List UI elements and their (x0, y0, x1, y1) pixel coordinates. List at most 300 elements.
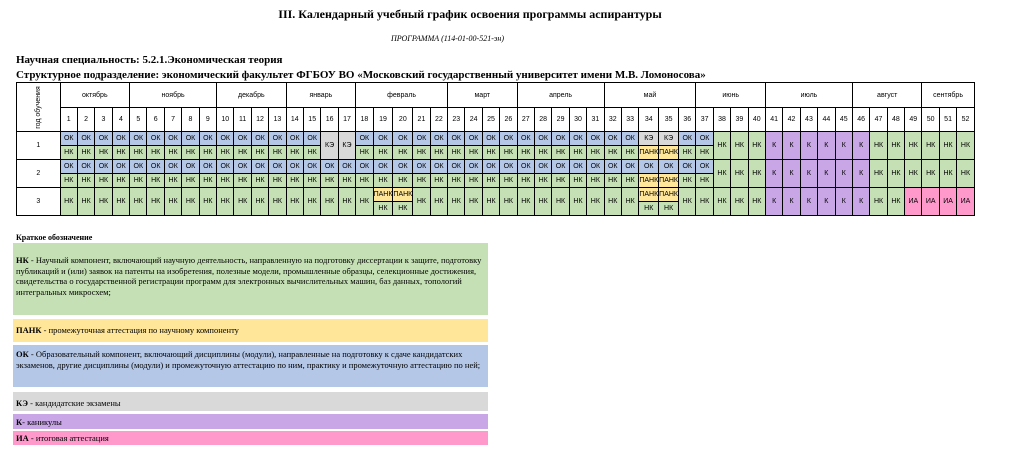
schedule-cell: НК (922, 132, 939, 160)
month-header: август (852, 83, 922, 108)
schedule-cell: ИА (905, 188, 922, 216)
schedule-cell-top: КЭ (639, 132, 659, 146)
schedule-cell-bottom: НК (413, 174, 430, 188)
legend-code: КЭ (16, 398, 29, 408)
schedule-cell-bottom: ПАНК (639, 174, 659, 188)
schedule-cell: НК (251, 188, 268, 216)
schedule-cell-bottom: НК (587, 146, 604, 160)
schedule-cell-top: ОК (321, 160, 338, 174)
schedule-cell-top: ОК (304, 132, 321, 146)
schedule-cell: НК (413, 188, 430, 216)
schedule-cell-top: ОК (77, 132, 94, 146)
schedule-cell-top: ОК (199, 132, 216, 146)
schedule-cell-bottom: НК (639, 202, 659, 216)
schedule-cell: НК (587, 188, 604, 216)
schedule-cell-top: ОК (251, 160, 268, 174)
schedule-cell: НК (887, 160, 904, 188)
schedule-cell-bottom: НК (217, 174, 234, 188)
schedule-cell-top: ОК (430, 132, 447, 146)
schedule-cell-bottom: НК (569, 146, 586, 160)
schedule-cell-bottom: НК (373, 146, 393, 160)
schedule-cell-top: ОК (604, 160, 621, 174)
month-header: ноябрь (130, 83, 217, 108)
schedule-cell-top: ПАНК (659, 188, 679, 202)
schedule-cell-bottom: НК (130, 146, 147, 160)
schedule-cell: НК (713, 132, 730, 160)
schedule-cell-bottom: НК (217, 146, 234, 160)
schedule-cell: НК (748, 132, 765, 160)
schedule-cell-top: ОК (234, 132, 251, 146)
month-header: октябрь (60, 83, 130, 108)
schedule-cell: К (765, 188, 782, 216)
schedule-cell: НК (465, 188, 482, 216)
schedule-cell: НК (269, 188, 286, 216)
schedule-cell-top: ОК (182, 160, 199, 174)
schedule-cell: НК (748, 188, 765, 216)
schedule-cell: НК (713, 188, 730, 216)
legend-code: ОК (16, 349, 29, 359)
week-number: 50 (922, 108, 939, 132)
schedule-cell: ИА (922, 188, 939, 216)
schedule-cell-top: ОК (448, 160, 465, 174)
week-number: 2 (77, 108, 94, 132)
schedule-cell-bottom: НК (356, 146, 373, 160)
schedule-cell-bottom: НК (269, 146, 286, 160)
week-number: 19 (373, 108, 393, 132)
schedule-cell-top: ОК (338, 160, 355, 174)
schedule-cell-top: ОК (217, 160, 234, 174)
schedule-cell-bottom: НК (77, 146, 94, 160)
week-number: 27 (517, 108, 534, 132)
week-number: 35 (659, 108, 679, 132)
schedule-cell-top: ОК (413, 132, 430, 146)
month-header: январь (286, 83, 356, 108)
schedule-cell-bottom: НК (621, 174, 638, 188)
schedule-cell-top: ОК (482, 132, 499, 146)
schedule-cell-top: ОК (199, 160, 216, 174)
schedule-cell-top: ОК (696, 160, 713, 174)
schedule-cell-bottom: НК (95, 146, 112, 160)
week-number: 38 (713, 108, 730, 132)
schedule-table (16, 82, 975, 216)
schedule-cell-top: ОК (552, 132, 569, 146)
schedule-cell-bottom: НК (448, 146, 465, 160)
schedule-cell-bottom: НК (77, 174, 94, 188)
week-number: 16 (321, 108, 338, 132)
schedule-cell-top: ОК (112, 132, 129, 146)
legend-sep: - (28, 433, 36, 443)
week-number: 40 (748, 108, 765, 132)
schedule-cell-top: ОК (604, 132, 621, 146)
schedule-cell: НК (164, 188, 181, 216)
schedule-cell-bottom: НК (147, 174, 164, 188)
schedule-cell-top: ОК (500, 132, 517, 146)
schedule-cell-bottom: ПАНК (639, 146, 659, 160)
schedule-cell-top: ОК (679, 132, 696, 146)
schedule-cell-bottom: НК (696, 146, 713, 160)
schedule-cell-top: ОК (95, 160, 112, 174)
schedule-cell-top: ОК (112, 160, 129, 174)
schedule-cell-top: ОК (95, 132, 112, 146)
week-number: 46 (852, 108, 869, 132)
schedule-cell: НК (939, 132, 956, 160)
week-number: 34 (639, 108, 659, 132)
schedule-cell-top: КЭ (659, 132, 679, 146)
schedule-cell-top: ОК (269, 132, 286, 146)
week-number: 3 (95, 108, 112, 132)
schedule-cell-bottom: НК (251, 146, 268, 160)
program-subtitle: ПРОГРАММА (114-01-00-521-эн) (390, 34, 505, 43)
legend-text: итоговая аттестация (35, 433, 109, 443)
schedule-cell: НК (448, 188, 465, 216)
legend-code: К (16, 417, 23, 427)
schedule-cell-bottom: НК (286, 174, 303, 188)
month-header: декабрь (217, 83, 287, 108)
schedule-cell-bottom: НК (286, 146, 303, 160)
schedule-cell: К (783, 188, 800, 216)
schedule-cell-bottom: НК (356, 174, 373, 188)
week-number: 39 (731, 108, 748, 132)
week-number: 6 (147, 108, 164, 132)
schedule-cell-bottom: НК (534, 146, 551, 160)
schedule-cell: НК (870, 160, 887, 188)
schedule-cell-bottom: НК (199, 174, 216, 188)
schedule-cell-top: ОК (413, 160, 430, 174)
week-number: 20 (393, 108, 413, 132)
schedule-cell-top: ОК (482, 160, 499, 174)
schedule-cell-bottom: НК (60, 174, 77, 188)
schedule-cell-top: ОК (356, 160, 373, 174)
schedule-cell: НК (60, 188, 77, 216)
legend-code: НК (16, 255, 29, 265)
schedule-cell-top: ОК (393, 132, 413, 146)
schedule-cell-top: ОК (60, 132, 77, 146)
schedule-cell-top: ОК (286, 132, 303, 146)
schedule-cell: НК (500, 188, 517, 216)
schedule-cell-bottom: НК (304, 146, 321, 160)
schedule-cell-bottom: НК (621, 146, 638, 160)
schedule-cell: К (818, 188, 835, 216)
schedule-cell-top: ПАНК (373, 188, 393, 202)
week-number: 15 (304, 108, 321, 132)
schedule-cell-top: ОК (587, 160, 604, 174)
schedule-cell-bottom: НК (534, 174, 551, 188)
week-number: 21 (413, 108, 430, 132)
schedule-cell-top: ОК (217, 132, 234, 146)
schedule-cell: НК (338, 188, 355, 216)
schedule-cell: К (835, 132, 852, 160)
schedule-cell: КЭ (338, 132, 355, 160)
month-header: июль (765, 83, 852, 108)
legend-item-ok (13, 345, 488, 387)
schedule-cell: НК (304, 188, 321, 216)
schedule-cell-top: ОК (304, 160, 321, 174)
schedule-cell: НК (748, 160, 765, 188)
week-number: 26 (500, 108, 517, 132)
schedule-cell-top: ОК (517, 160, 534, 174)
legend-item-ia (13, 431, 488, 445)
week-number: 42 (783, 108, 800, 132)
year-header (17, 83, 61, 132)
week-number: 23 (448, 108, 465, 132)
schedule-cell: НК (321, 188, 338, 216)
schedule-cell-top: ОК (465, 160, 482, 174)
week-number: 41 (765, 108, 782, 132)
schedule-cell-bottom: НК (60, 146, 77, 160)
week-number: 13 (269, 108, 286, 132)
schedule-cell-top: ОК (465, 132, 482, 146)
schedule-cell-bottom: НК (234, 146, 251, 160)
schedule-cell: НК (679, 188, 696, 216)
schedule-cell-bottom: НК (517, 146, 534, 160)
schedule-cell-bottom: ПАНК (659, 174, 679, 188)
schedule-cell-bottom: НК (95, 174, 112, 188)
schedule-cell-bottom: НК (321, 174, 338, 188)
schedule-cell: НК (199, 188, 216, 216)
schedule-cell-bottom: НК (234, 174, 251, 188)
schedule-cell: К (800, 160, 817, 188)
month-header: февраль (356, 83, 448, 108)
schedule-cell-top: ОК (621, 160, 638, 174)
schedule-cell-bottom: НК (465, 174, 482, 188)
week-number: 36 (679, 108, 696, 132)
schedule-cell: К (852, 132, 869, 160)
schedule-cell-bottom: НК (500, 174, 517, 188)
schedule-cell: НК (517, 188, 534, 216)
month-header: сентябрь (922, 83, 974, 108)
schedule-cell-bottom: НК (338, 174, 355, 188)
schedule-cell: НК (731, 188, 748, 216)
schedule-cell: НК (939, 160, 956, 188)
schedule-cell-bottom: НК (251, 174, 268, 188)
week-number: 51 (939, 108, 956, 132)
schedule-cell: НК (112, 188, 129, 216)
schedule-cell: НК (147, 188, 164, 216)
legend-title: Краткое обозначение (16, 233, 93, 242)
schedule-cell-top: ОК (182, 132, 199, 146)
month-header: июнь (696, 83, 766, 108)
legend-item-pank (13, 319, 488, 342)
schedule-cell: НК (77, 188, 94, 216)
schedule-cell: НК (217, 188, 234, 216)
schedule-cell: К (800, 188, 817, 216)
legend-code: ПАНК (16, 325, 42, 335)
schedule-cell: НК (621, 188, 638, 216)
month-header: май (604, 83, 696, 108)
schedule-cell-bottom: НК (587, 174, 604, 188)
schedule-cell-top: ОК (269, 160, 286, 174)
schedule-cell-top: ОК (234, 160, 251, 174)
schedule-cell-top: ОК (164, 160, 181, 174)
schedule-cell-bottom: НК (517, 174, 534, 188)
schedule-cell-top: ОК (147, 160, 164, 174)
schedule-cell-bottom: НК (696, 174, 713, 188)
schedule-cell-bottom: НК (112, 146, 129, 160)
schedule-cell: НК (922, 160, 939, 188)
week-number: 48 (887, 108, 904, 132)
schedule-cell: НК (604, 188, 621, 216)
schedule-cell-top: ОК (517, 132, 534, 146)
week-number: 30 (569, 108, 586, 132)
schedule-cell-top: ОК (569, 160, 586, 174)
schedule-cell: НК (713, 160, 730, 188)
schedule-cell-top: ОК (679, 160, 696, 174)
schedule-cell-bottom: НК (569, 174, 586, 188)
week-number: 29 (552, 108, 569, 132)
schedule-cell-bottom: НК (552, 146, 569, 160)
week-number: 9 (199, 108, 216, 132)
week-number: 45 (835, 108, 852, 132)
legend-text: кандидатские экзамены (35, 398, 121, 408)
schedule-cell: НК (356, 188, 373, 216)
schedule-cell-bottom: НК (373, 174, 393, 188)
schedule-cell: К (765, 160, 782, 188)
schedule-cell-top: ОК (393, 160, 413, 174)
legend-sep: - (28, 349, 36, 359)
schedule-cell: К (783, 160, 800, 188)
legend-sep: - (28, 398, 36, 408)
schedule-cell: НК (905, 132, 922, 160)
schedule-cell-bottom: НК (430, 174, 447, 188)
schedule-cell-bottom: НК (147, 146, 164, 160)
legend-item-ke (13, 392, 488, 411)
week-number: 11 (234, 108, 251, 132)
legend-text: Научный компонент, включающий научную деятельность, направленную на подготовку диссертации к защите, подготовку публикаций и (или) заявок на патенты на изобретения, полезные модели, промышленные образцы, селекционные достижения, свидетельства о государственной регистрации программ для электронных вычислительных машин, баз данных, топологий интегральных микросхем; (16, 255, 482, 297)
schedule-cell: НК (482, 188, 499, 216)
schedule-cell-top: ОК (587, 132, 604, 146)
legend-sep: - (28, 255, 36, 265)
month-header: апрель (517, 83, 604, 108)
schedule-cell-bottom: НК (430, 146, 447, 160)
schedule-cell-bottom: НК (269, 174, 286, 188)
year-header-label: год обучения (34, 85, 42, 129)
week-number: 22 (430, 108, 447, 132)
schedule-cell-bottom: НК (465, 146, 482, 160)
schedule-cell: К (852, 188, 869, 216)
schedule-cell-bottom: НК (112, 174, 129, 188)
schedule-cell: К (783, 132, 800, 160)
week-number: 18 (356, 108, 373, 132)
schedule-cell: НК (552, 188, 569, 216)
page-title: III. Календарный учебный график освоения программы аспирантуры (278, 7, 662, 21)
month-header: март (448, 83, 518, 108)
specialty-line: Научная специальность: 5.2.1.Экономическая теория (16, 54, 283, 66)
week-number: 32 (604, 108, 621, 132)
schedule-cell-top: ОК (534, 132, 551, 146)
legend-text: промежуточная аттестация по научному компоненту (48, 325, 239, 335)
week-number: 4 (112, 108, 129, 132)
schedule-cell-bottom: НК (393, 174, 413, 188)
week-number: 47 (870, 108, 887, 132)
schedule-cell: НК (887, 132, 904, 160)
schedule-cell-bottom: НК (182, 146, 199, 160)
schedule-cell-bottom: НК (164, 174, 181, 188)
schedule-cell: НК (731, 132, 748, 160)
schedule-cell-bottom: НК (679, 174, 696, 188)
schedule-cell-top: ОК (373, 132, 393, 146)
year-label: 1 (17, 132, 61, 160)
week-number: 8 (182, 108, 199, 132)
week-number: 1 (60, 108, 77, 132)
schedule-cell: К (835, 160, 852, 188)
schedule-cell-top: ОК (500, 160, 517, 174)
schedule-cell-top: ОК (356, 132, 373, 146)
schedule-cell-top: ОК (639, 160, 659, 174)
schedule-cell-bottom: НК (199, 146, 216, 160)
week-number: 43 (800, 108, 817, 132)
schedule-cell-top: ОК (373, 160, 393, 174)
schedule-cell: К (852, 160, 869, 188)
schedule-cell-top: ОК (251, 132, 268, 146)
schedule-cell-bottom: ПАНК (659, 146, 679, 160)
week-number: 12 (251, 108, 268, 132)
schedule-cell-bottom: НК (373, 202, 393, 216)
legend-sep: - (41, 325, 49, 335)
schedule-cell-top: ОК (147, 132, 164, 146)
schedule-cell: НК (234, 188, 251, 216)
week-number: 25 (482, 108, 499, 132)
legend-text: каникулы (27, 417, 62, 427)
schedule-cell-top: ОК (430, 160, 447, 174)
schedule-cell-bottom: НК (679, 146, 696, 160)
week-number: 5 (130, 108, 147, 132)
schedule-cell: НК (430, 188, 447, 216)
schedule-cell: К (818, 132, 835, 160)
schedule-cell: К (800, 132, 817, 160)
schedule-cell: НК (95, 188, 112, 216)
schedule-cell: НК (130, 188, 147, 216)
legend-item-k (13, 414, 488, 429)
schedule-cell-bottom: НК (482, 174, 499, 188)
schedule-cell-top: ОК (552, 160, 569, 174)
schedule-cell: НК (905, 160, 922, 188)
schedule-cell-bottom: НК (448, 174, 465, 188)
week-number: 24 (465, 108, 482, 132)
schedule-cell: КЭ (321, 132, 338, 160)
calendar-grid (16, 82, 975, 216)
schedule-cell: НК (957, 160, 974, 188)
schedule-cell-top: ОК (286, 160, 303, 174)
schedule-cell: НК (887, 188, 904, 216)
legend-text: Образовательный компонент, включающий дисциплины (модули), направленные на подготовку к сдаче кандидатских экзаменов, другие дисциплины (модули) и промежуточную аттестацию по ним, практику и промежуточную аттестацию по ней; (16, 349, 481, 370)
schedule-cell-bottom: НК (500, 146, 517, 160)
schedule-cell: НК (286, 188, 303, 216)
schedule-cell-bottom: НК (164, 146, 181, 160)
schedule-cell-top: ОК (130, 160, 147, 174)
department-line: Структурное подразделение: экономический факультет ФГБОУ ВО «Московский государственный университет имени М.В. Ломоносова» (16, 69, 706, 81)
schedule-cell-top: ОК (621, 132, 638, 146)
schedule-cell-top: ОК (659, 160, 679, 174)
year-label: 2 (17, 160, 61, 188)
schedule-cell-top: ОК (448, 132, 465, 146)
schedule-cell: ИА (957, 188, 974, 216)
schedule-cell-bottom: НК (604, 146, 621, 160)
week-number: 28 (534, 108, 551, 132)
schedule-cell: НК (182, 188, 199, 216)
schedule-cell: НК (696, 188, 713, 216)
week-number: 17 (338, 108, 355, 132)
schedule-cell-bottom: НК (604, 174, 621, 188)
schedule-cell-bottom: НК (659, 202, 679, 216)
schedule-cell: НК (957, 132, 974, 160)
schedule-cell-top: ОК (164, 132, 181, 146)
schedule-cell-top: ПАНК (393, 188, 413, 202)
schedule-cell-bottom: НК (130, 174, 147, 188)
schedule-cell: НК (534, 188, 551, 216)
schedule-cell: К (818, 160, 835, 188)
schedule-cell-bottom: НК (304, 174, 321, 188)
week-number: 14 (286, 108, 303, 132)
